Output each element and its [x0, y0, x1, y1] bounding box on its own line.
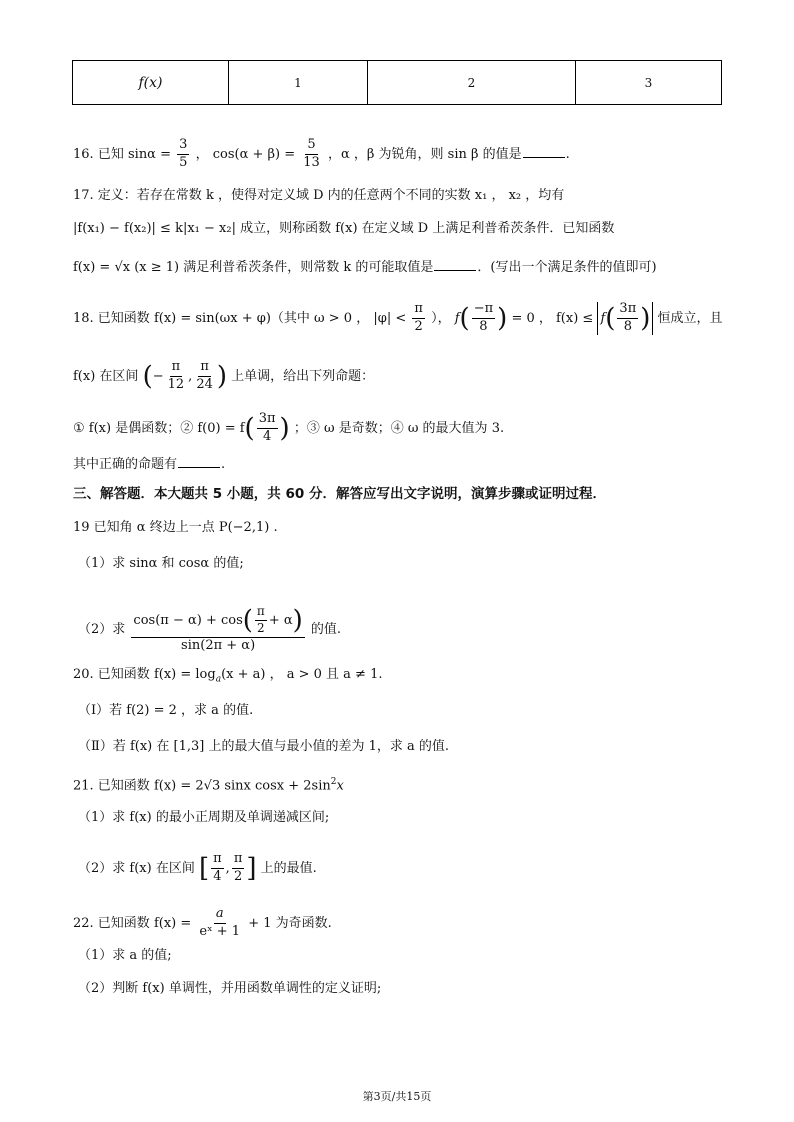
frac-den: 12	[167, 376, 185, 392]
q16-sep: ，	[195, 146, 209, 162]
fraction	[197, 907, 242, 940]
table-cell: 3	[576, 61, 722, 105]
function-value-table	[72, 60, 722, 105]
question-number: 16.	[73, 146, 94, 162]
q18-text: = 0 ， f(x) ≤	[511, 310, 594, 326]
q18-text: 恒成立，且	[657, 310, 723, 326]
q21-text: （2）求 f(x) 在区间	[78, 860, 195, 876]
question-21-part-2	[78, 852, 317, 885]
question-18-line-3	[73, 412, 504, 445]
exponent: 2	[330, 777, 337, 787]
frac-den: 4	[262, 428, 272, 444]
q18-text: 其中正确的命题有	[73, 457, 178, 472]
frac-num: π	[232, 852, 245, 869]
question-16	[73, 138, 570, 171]
fraction	[177, 138, 189, 171]
table-cell: 1	[229, 61, 368, 105]
frac-den: 4	[213, 868, 222, 884]
paren: (	[605, 303, 616, 334]
question-19-line-1: 19 已知角 α 终边上一点 P(−2,1) .	[73, 520, 278, 535]
f-symbol: f	[454, 310, 460, 326]
paren: (	[142, 361, 153, 392]
q18-text: 18. 已知函数 f(x) = sin(ωx + φ)（其中 ω > 0 ，	[73, 310, 370, 326]
answer-blank[interactable]	[178, 455, 220, 468]
question-22-line-1	[73, 907, 332, 940]
frac-den: 2	[414, 318, 423, 334]
q19-text: 的值.	[310, 621, 342, 637]
fraction	[232, 852, 245, 885]
answer-blank[interactable]	[523, 145, 565, 158]
frac-num	[131, 605, 304, 638]
question-20-part-1: （Ⅰ）若 f(2) = 2 ，求 a 的值.	[78, 703, 254, 718]
frac-num: 3π	[617, 302, 638, 319]
paren: (	[459, 303, 470, 334]
section-heading: 三、解答题．本大题共 5 小题，共 60 分．解答应写出文字说明，演算步骤或证明过程．	[73, 486, 606, 502]
q18-end: .	[221, 457, 226, 472]
q20-text: 20. 已知函数 f(x) = log	[73, 667, 216, 682]
q16-cos: cos(α + β) =	[212, 146, 296, 162]
fraction	[166, 360, 187, 393]
paren: )	[497, 303, 508, 334]
fraction	[617, 302, 638, 335]
minus-sign: −	[152, 368, 164, 384]
phi-bound: |φ| <	[373, 310, 407, 326]
paren: (	[242, 605, 253, 636]
q21-text: x	[336, 778, 344, 794]
question-19-part-2	[78, 605, 341, 654]
paren: (	[244, 413, 255, 444]
frac-num: π	[198, 360, 211, 377]
frac-num: 3π	[257, 412, 278, 429]
fraction	[211, 852, 224, 885]
q18-text: ① f(x) 是偶函数；② f(0) = f	[73, 420, 245, 436]
f-symbol: f	[600, 310, 606, 326]
q19-num-text: cos(π − α) + cos	[133, 612, 243, 628]
fraction	[301, 138, 322, 171]
question-18-line-4	[73, 455, 225, 475]
question-19-part-1: （1）求 sinα 和 cosα 的值;	[78, 556, 244, 571]
frac-den: 2	[233, 868, 243, 884]
table-row	[73, 61, 722, 105]
table-cell: 2	[368, 61, 576, 105]
bracket: [	[198, 853, 210, 884]
frac-num: −π	[472, 302, 495, 319]
q17-text: 满足利普希茨条件，则常数 k 的可能取值是	[183, 260, 434, 275]
sqrt-function: f(x) = √x (x ≥ 1)	[73, 260, 180, 275]
q19-text: （2）求	[78, 621, 126, 637]
frac-den: 24	[196, 376, 213, 392]
paren: )	[292, 605, 303, 636]
question-21-part-1: （1）求 f(x) 的最小正周期及单调递减区间;	[78, 810, 330, 825]
question-22-part-1: （1）求 a 的值;	[78, 948, 172, 963]
question-21-line-1	[73, 772, 344, 796]
lipschitz-inequality: |f(x₁) − f(x₂)| ≤ k|x₁ − x₂|	[73, 221, 236, 236]
frac-num: π	[170, 360, 183, 377]
frac-num: 3	[177, 138, 189, 155]
q22-text: 22. 已知函数 f(x) =	[73, 915, 192, 931]
paren: )	[279, 413, 290, 444]
frac-den: sin(2π + α)	[181, 637, 256, 653]
frac-den: 13	[303, 154, 320, 170]
question-17-line-3	[73, 258, 657, 278]
q16-tail: ，α ，β 为锐角，则 sin β 的值是	[327, 146, 522, 162]
question-22-part-2: （2）判断 f(x) 单调性，并用函数单调性的定义证明;	[78, 981, 382, 996]
frac-num: π	[255, 605, 267, 621]
comma: ,	[225, 860, 230, 876]
question-18-line-1	[73, 302, 723, 335]
comma: ,	[188, 368, 193, 384]
answer-blank[interactable]	[434, 258, 476, 271]
absolute-value	[597, 302, 653, 335]
fraction	[257, 412, 278, 445]
question-20-part-2: （Ⅱ）若 f(x) 在 [1,3] 上的最大值与最小值的差为 1，求 a 的值.	[78, 739, 450, 754]
paren: )	[216, 361, 228, 392]
fraction	[255, 605, 267, 636]
q17-end: ．(写出一个满足条件的值即可)	[477, 260, 657, 275]
q16-sin: sinα =	[127, 146, 171, 162]
fraction	[472, 302, 495, 335]
fraction	[412, 302, 425, 335]
q21-text: 21. 已知函数 f(x) = 2√3 sinx cosx + 2sin	[73, 778, 331, 794]
page-footer: 第3页/共15页	[362, 1090, 432, 1103]
q18-text: ），	[431, 310, 451, 326]
frac-num: 5	[305, 138, 317, 155]
fraction	[131, 605, 304, 654]
frac-den: 5	[179, 154, 188, 170]
q16-end: .	[565, 146, 570, 162]
frac-num: π	[211, 852, 224, 869]
q21-text: 上的最值.	[260, 860, 317, 876]
q22-text: + 1 为奇函数.	[248, 915, 332, 931]
q18-text: f(x) 在区间	[73, 368, 139, 384]
question-17-line-1: 17. 定义：若存在常数 k ，使得对定义域 D 内的任意两个不同的实数 x₁ ， x₂ ，均有	[73, 188, 565, 203]
frac-den: 8	[623, 318, 632, 334]
fraction	[194, 360, 215, 393]
q18-text: 上单调，给出下列命题：	[231, 368, 375, 384]
q17-text: 成立，则称函数 f(x) 在定义域 D 上满足利普希茨条件．已知函数	[240, 221, 615, 236]
q20-text: (x + a) ， a > 0 且 a ≠ 1.	[221, 667, 383, 682]
bracket: ]	[246, 853, 257, 884]
q16-text: 已知	[97, 146, 124, 162]
question-17-line-2	[73, 219, 614, 239]
paren: )	[640, 303, 651, 334]
question-18-line-2	[73, 360, 374, 393]
table-header-cell: f(x)	[73, 61, 229, 105]
frac-num: a	[214, 907, 226, 924]
q18-text: ；③ ω 是奇数；④ ω 的最大值为 3.	[293, 420, 505, 436]
frac-den: eˣ + 1	[199, 923, 241, 939]
q19-num-text: + α	[268, 612, 293, 628]
question-20-line-1	[73, 665, 382, 690]
frac-num: π	[412, 302, 425, 319]
frac-den: 8	[479, 318, 488, 334]
log-base: a	[215, 674, 222, 685]
frac-den: 2	[257, 620, 265, 635]
